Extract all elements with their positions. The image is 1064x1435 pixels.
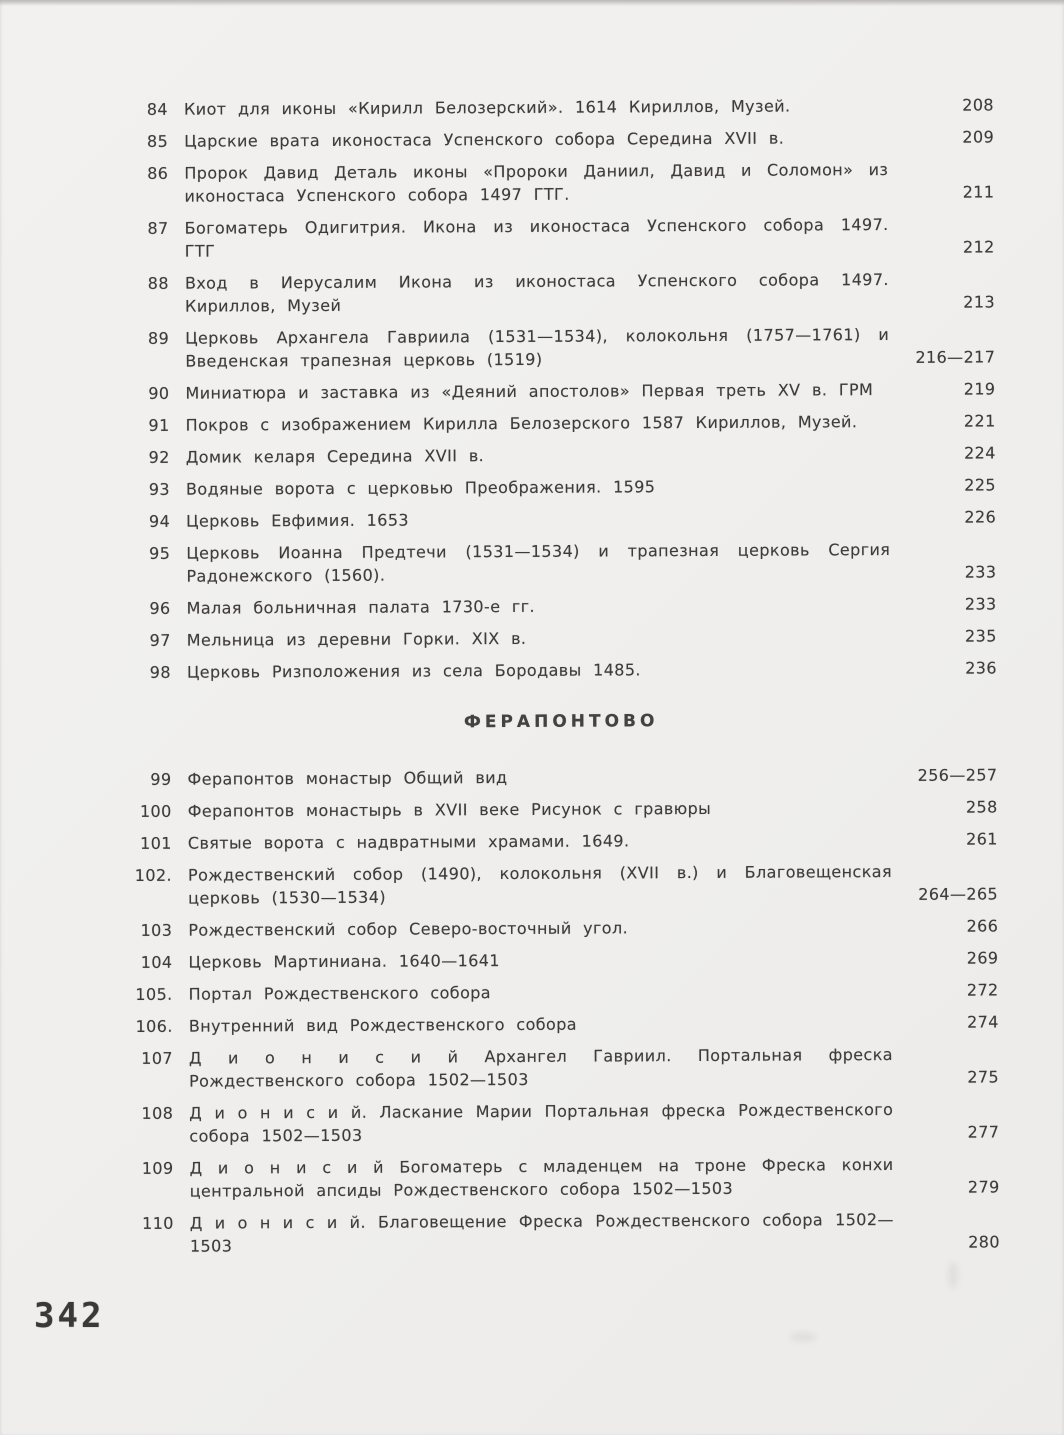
entry-row [124, 505, 996, 533]
entry-pages: 216—217 [915, 347, 996, 367]
entry-row [128, 1207, 1000, 1258]
scan-smudge [948, 1262, 958, 1288]
entry-pages: 233 [964, 594, 997, 614]
entry-pages: 269 [966, 948, 999, 968]
entry-text: Киот для иконы «Кирилл Белозерский». 1614 Кириллов, Музей. [183, 96, 791, 119]
entry-row [123, 267, 995, 318]
entry-text: Церковь Ризположения из села Бородавы 1485. [186, 660, 641, 682]
entry-row [123, 377, 995, 405]
entry-row [126, 795, 998, 823]
entry-number: 94 [148, 511, 171, 531]
entry-number: 103 [140, 920, 173, 940]
entry-number: 98 [149, 662, 171, 682]
scan-smudge [790, 1332, 816, 1342]
entry-number: 109 [141, 1158, 174, 1178]
entry-row [122, 157, 994, 208]
entry-text: Церковь Архангела Гавриила (1531—1534), колокольня (1757—1761) и Введенская трапезная церковь (1519) [185, 324, 890, 371]
entry-number: 90 [148, 383, 170, 403]
entry-text: Мельница из деревни Горки. XIX в. [186, 628, 527, 650]
entry-number: 89 [147, 328, 170, 348]
entry-text: Царские врата иконостаса Успенского собора Середина XVII в. [184, 128, 785, 151]
entry-row [127, 1097, 999, 1148]
entry-row [127, 1152, 999, 1203]
entry-pages: 277 [967, 1122, 1000, 1142]
entry-pages: 226 [964, 507, 997, 527]
scan-edge-shadow [0, 0, 1064, 6]
entry-row [126, 946, 998, 974]
entry-pages: 208 [962, 95, 995, 115]
entry-row [127, 978, 999, 1006]
entry-row [122, 93, 994, 121]
entry-text: Домик келаря Середина XVII в. [185, 446, 485, 467]
entry-pages: 280 [968, 1232, 1000, 1252]
entry-pages: 213 [963, 292, 996, 312]
entry-text: Вход в Иерусалим Икона из иконостаса Успенского собора 1497. Кириллов, Музей [184, 269, 889, 316]
entry-pages: 236 [965, 658, 997, 678]
illustration-list-kirillov [122, 93, 997, 684]
entry-number: 97 [149, 630, 171, 650]
entry-number: 87 [147, 218, 169, 238]
entry-pages: 233 [964, 562, 997, 582]
entry-number: 110 [142, 1213, 174, 1233]
entry-text: Святые ворота с надвратными храмами. 1649. [187, 831, 630, 853]
entry-pages: 221 [963, 411, 996, 431]
entry-number: 105. [135, 984, 173, 1004]
entry-row [126, 859, 998, 910]
entry-number: 106. [135, 1016, 173, 1036]
entry-text: Малая больничная палата 1730-е гг. [186, 596, 536, 618]
entry-row [123, 322, 995, 373]
entry-number: 93 [148, 479, 171, 499]
entry-pages: 219 [963, 379, 996, 399]
entry-pages: 235 [964, 626, 997, 646]
entry-number: 104 [140, 952, 173, 972]
entry-text: Портал Рождественского собора [188, 983, 492, 1004]
entry-text: Д и о н и с и й Архангел Гавриил. Портальная фреска Рождественского собора 1502—1503 [188, 1044, 894, 1091]
entry-text: Церковь Иоанна Предтечи (1531—1534) и трапезная церковь Сергия Радонежского (1560). [186, 539, 891, 586]
entry-pages: 212 [962, 237, 995, 257]
entry-text: Церковь Мартиниана. 1640—1641 [188, 951, 500, 972]
entry-pages: 261 [966, 829, 998, 849]
entry-text: Пророк Давид Деталь иконы «Пророки Даниил, Давид и Соломон» из иконостаса Успенского собора 1497 ГТГ. [184, 159, 889, 206]
entry-number: 85 [146, 131, 169, 151]
entry-row [125, 763, 997, 791]
entry-row [124, 409, 996, 437]
entry-number: 88 [147, 273, 169, 293]
entry-pages: 256—257 [917, 765, 998, 785]
entry-row [125, 656, 997, 684]
entry-number: 101 [140, 833, 172, 853]
entry-row [127, 1042, 999, 1093]
entry-row [124, 537, 996, 588]
entry-number: 86 [147, 163, 169, 183]
entry-number: 100 [139, 801, 172, 821]
entry-pages: 258 [965, 797, 998, 817]
illustration-list-ferapontovo [125, 763, 1000, 1258]
entry-text: Богоматерь Одигитрия. Икона из иконостаса Успенского собора 1497. ГТГ [184, 214, 889, 261]
entry-text: Внутренний вид Рождественского собора [188, 1014, 578, 1036]
entry-number: 84 [146, 99, 169, 119]
entry-pages: 275 [967, 1067, 1000, 1087]
entry-row [126, 827, 998, 855]
entry-pages: 224 [964, 443, 996, 463]
entry-row [126, 914, 998, 942]
entry-number: 92 [148, 447, 170, 467]
entry-pages: 209 [962, 127, 995, 147]
entry-pages: 279 [967, 1177, 1000, 1197]
entry-row [127, 1010, 999, 1038]
entry-number: 95 [149, 543, 171, 563]
entry-number: 99 [150, 769, 172, 789]
entry-row [124, 441, 996, 469]
entry-row [123, 212, 995, 263]
entry-number: 107 [141, 1048, 174, 1068]
entry-text: Рождественский собор Северо-восточный угол. [188, 918, 629, 940]
entry-number: 102. [134, 865, 173, 885]
entry-text: Миниатюра и заставка из «Деяний апостолов» Первая треть XV в. ГРМ [185, 380, 874, 403]
entry-number: 96 [149, 598, 171, 618]
entry-pages: 272 [966, 980, 999, 1000]
entry-number: 91 [148, 415, 170, 435]
entry-pages: 211 [962, 182, 995, 202]
entry-pages: 266 [966, 916, 999, 936]
entry-text: Д и о н и с и й. Ласкание Марии Портальная фреска Рождественского собора 1502—1503 [189, 1099, 894, 1146]
entry-pages: 274 [966, 1012, 999, 1032]
entry-text: Д и о н и с и й. Благовещение Фреска Рождественского собора 1502—1503 [189, 1209, 894, 1256]
folio-page-number: 342 [34, 1296, 105, 1336]
entry-text: Рождественский собор (1490), колокольня (XVII в.) и Благовещенская церковь (1530—1534) [187, 861, 893, 908]
section-header-ferapontovo: ФЕРАПОНТОВО [463, 711, 659, 733]
entry-number: 108 [141, 1103, 174, 1123]
entry-text: Водяные ворота с церковью Преображения. 1595 [185, 477, 656, 499]
entry-text: Д и о н и с и й Богоматерь с младенцем на троне Фреска конхи центральной апсиды Рождественского собора 1502—1503 [189, 1154, 894, 1201]
entry-pages: 225 [964, 475, 997, 495]
entry-row [125, 592, 997, 620]
illustration-index [122, 93, 1000, 1267]
entry-text: Ферапонтов монастыр Общий вид [187, 767, 508, 789]
entry-row [122, 125, 994, 153]
entry-row [124, 473, 996, 501]
entry-text: Церковь Евфимия. 1653 [186, 510, 410, 531]
entry-text: Ферапонтов монастырь в XVII веке Рисунок с гравюры [187, 798, 712, 821]
entry-pages: 264—265 [918, 884, 999, 904]
entry-text: Покров с изображением Кирилла Белозерского 1587 Кириллов, Музей. [185, 412, 858, 435]
entry-row [125, 624, 997, 652]
